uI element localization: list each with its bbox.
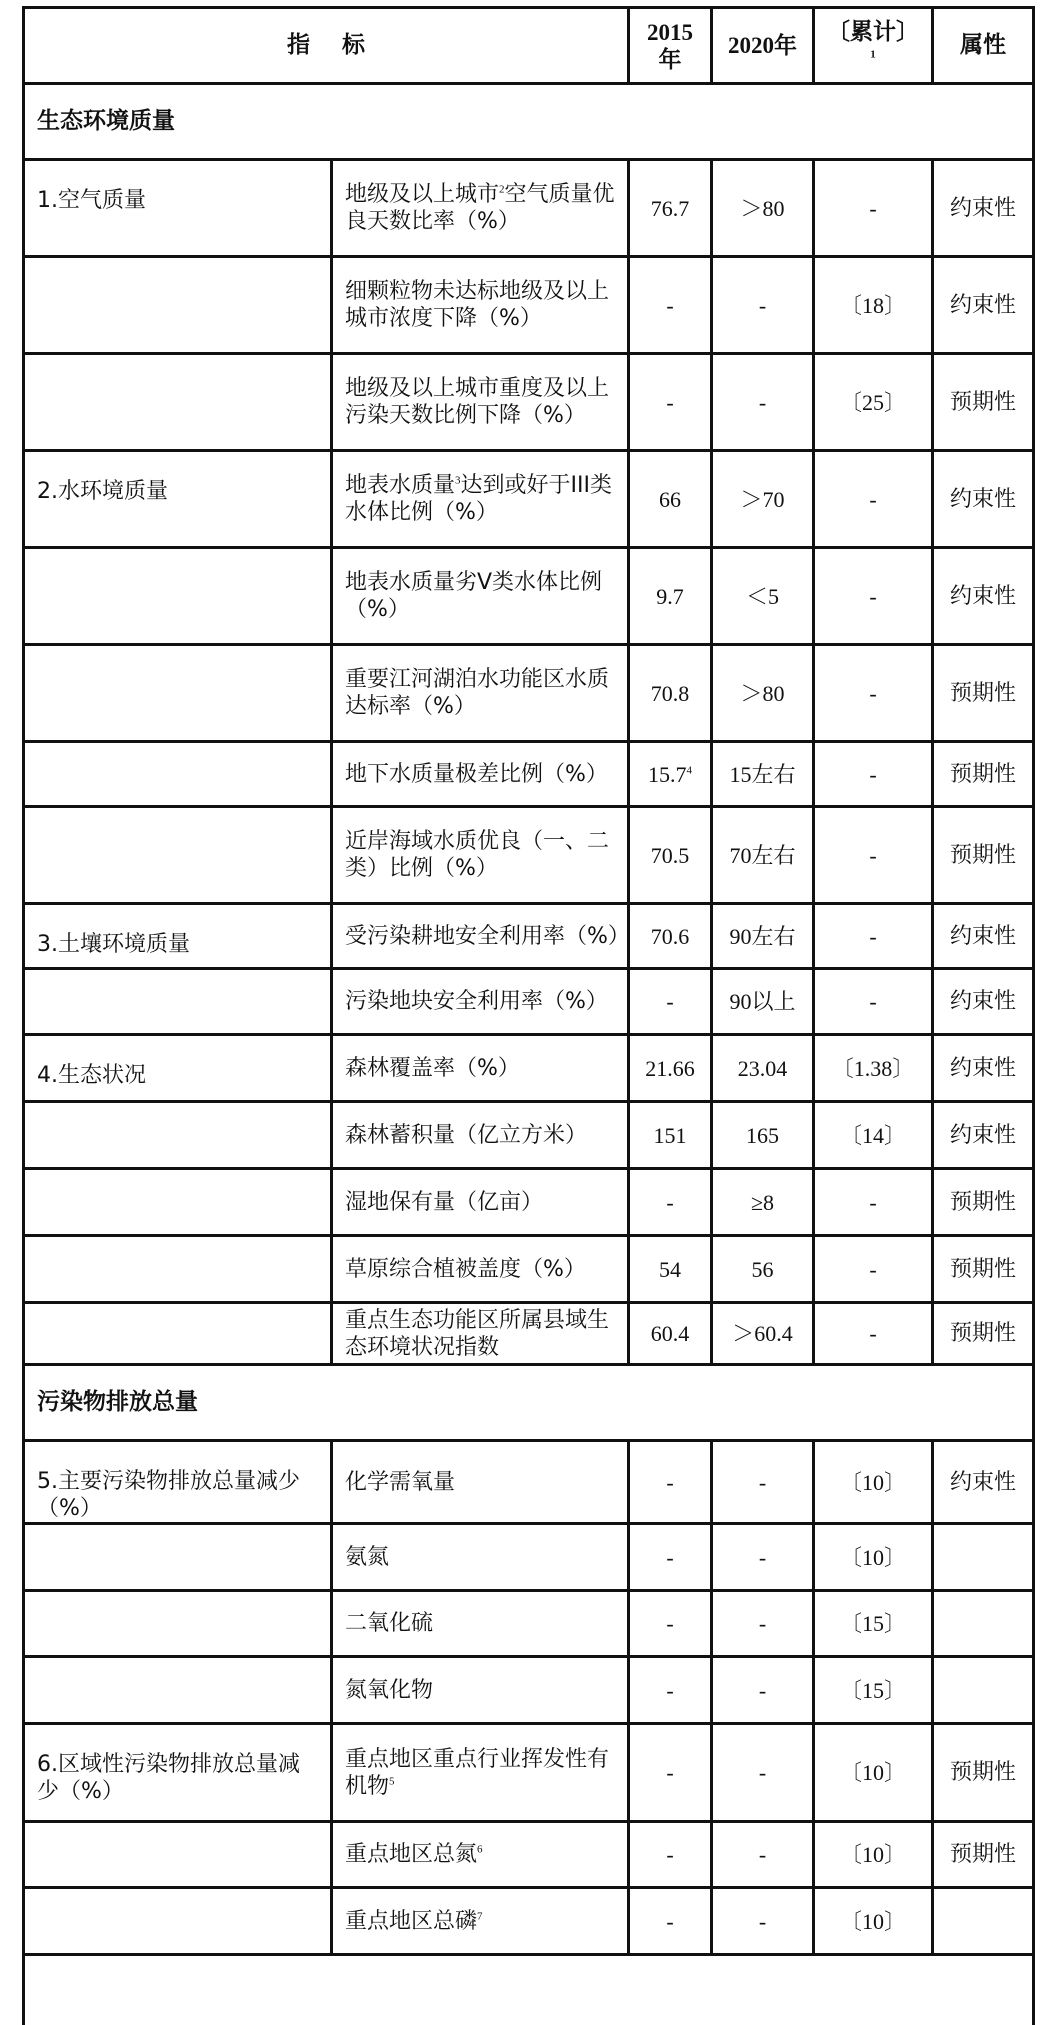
value-cumulative: - bbox=[814, 1169, 933, 1236]
indicator-cell bbox=[332, 1591, 629, 1657]
indicator-text: 近岸海域水质优良（一、二类）比例（%） bbox=[345, 829, 610, 881]
table-row bbox=[24, 807, 1034, 904]
header-indicator: 指 标 bbox=[24, 8, 629, 84]
value-2015 bbox=[629, 1524, 712, 1591]
header-row bbox=[24, 8, 1034, 84]
value-cumulative: - bbox=[814, 807, 933, 904]
value-2015-text: - bbox=[666, 1611, 674, 1636]
value-2015 bbox=[629, 1724, 712, 1822]
indicator-text: 地下水质量极差比例（%） bbox=[345, 761, 608, 787]
table-row bbox=[24, 1822, 1034, 1888]
category-cell bbox=[24, 1169, 332, 1236]
value-2015-text: - bbox=[666, 1469, 674, 1495]
indicator-cell bbox=[332, 1724, 629, 1822]
header-cumulative-label: 〔累计〕 bbox=[827, 18, 919, 45]
table-row bbox=[24, 548, 1034, 645]
indicator-cell bbox=[332, 160, 629, 257]
indicator-text: 湿地保有量（亿亩） bbox=[345, 1189, 544, 1215]
indicator-cell bbox=[332, 1657, 629, 1724]
value-2015-text: 54 bbox=[659, 1256, 681, 1282]
indicator-cell bbox=[332, 451, 629, 548]
indicator-cell bbox=[332, 1236, 629, 1303]
attribute-cell: 预期性 bbox=[933, 742, 1034, 807]
header-2020: 2020年 bbox=[712, 8, 814, 84]
footnote-ref: 4 bbox=[686, 764, 692, 777]
section-title: 污染物排放总量 bbox=[24, 1365, 1034, 1441]
value-2015 bbox=[629, 548, 712, 645]
value-2015 bbox=[629, 354, 712, 451]
value-cumulative: 〔14〕 bbox=[814, 1102, 933, 1169]
value-2020: - bbox=[712, 1441, 814, 1524]
value-2020: - bbox=[712, 257, 814, 354]
value-2015-text: - bbox=[666, 1842, 674, 1867]
value-2020: 165 bbox=[712, 1102, 814, 1169]
value-cumulative: 〔15〕 bbox=[814, 1591, 933, 1657]
category-cell bbox=[24, 1888, 332, 1955]
table-row bbox=[24, 1591, 1034, 1657]
category-cell bbox=[24, 742, 332, 807]
table-row bbox=[24, 1169, 1034, 1236]
indicator-text: 草原综合植被盖度（%） bbox=[345, 1256, 586, 1282]
value-2020: ＞60.4 bbox=[712, 1303, 814, 1365]
value-2015 bbox=[629, 1236, 712, 1303]
value-2020: ＜5 bbox=[712, 548, 814, 645]
value-cumulative: - bbox=[814, 1236, 933, 1303]
section-row bbox=[24, 1955, 1034, 2025]
value-2015 bbox=[629, 160, 712, 257]
indicator-cell bbox=[332, 257, 629, 354]
value-2015 bbox=[629, 257, 712, 354]
indicator-text: 重点地区总氮 bbox=[345, 1842, 478, 1867]
category-cell: 3.土壤环境质量 bbox=[24, 904, 332, 969]
indicator-cell bbox=[332, 969, 629, 1035]
indicator-cell bbox=[332, 548, 629, 645]
table-row bbox=[24, 1657, 1034, 1724]
value-2015-text: 76.7 bbox=[650, 195, 690, 221]
category-cell bbox=[24, 807, 332, 904]
indicator-text: 氮氧化物 bbox=[345, 1677, 434, 1703]
value-2015 bbox=[629, 1888, 712, 1955]
value-2020: 90以上 bbox=[712, 969, 814, 1035]
section-row bbox=[24, 1365, 1034, 1441]
value-2015 bbox=[629, 1822, 712, 1888]
value-2020: 56 bbox=[712, 1236, 814, 1303]
attribute-cell bbox=[933, 1591, 1034, 1657]
attribute-cell: 预期性 bbox=[933, 807, 1034, 904]
value-2020: - bbox=[712, 1591, 814, 1657]
indicator-cell bbox=[332, 1822, 629, 1888]
value-2015-text: - bbox=[666, 389, 674, 415]
value-2015 bbox=[629, 1591, 712, 1657]
value-2020: - bbox=[712, 1524, 814, 1591]
section-title: 生态环境质量 bbox=[24, 84, 1034, 160]
value-2015 bbox=[629, 1657, 712, 1724]
indicator-table bbox=[22, 6, 1035, 2025]
value-cumulative: - bbox=[814, 904, 933, 969]
indicator-text: 受污染耕地安全利用率（%） bbox=[345, 923, 630, 949]
value-cumulative: 〔10〕 bbox=[814, 1441, 933, 1524]
value-cumulative: 〔10〕 bbox=[814, 1888, 933, 1955]
table-row bbox=[24, 1441, 1034, 1524]
attribute-cell: 约束性 bbox=[933, 1102, 1034, 1169]
value-2015-text: - bbox=[666, 292, 674, 318]
value-cumulative: - bbox=[814, 160, 933, 257]
value-2015-text: 66 bbox=[659, 486, 681, 512]
value-2015-text: 60.4 bbox=[650, 1321, 690, 1346]
value-2015-text: - bbox=[666, 1189, 674, 1215]
category-cell bbox=[24, 257, 332, 354]
value-2015-text: 9.7 bbox=[656, 583, 684, 609]
table-row bbox=[24, 1303, 1034, 1365]
category-cell bbox=[24, 1102, 332, 1169]
value-2020: - bbox=[712, 1724, 814, 1822]
indicator-cell bbox=[332, 645, 629, 742]
value-2015-text: - bbox=[666, 1544, 674, 1570]
value-cumulative: 〔1.38〕 bbox=[814, 1035, 933, 1102]
indicator-text: 森林蓄积量（亿立方米） bbox=[345, 1122, 588, 1148]
value-2015 bbox=[629, 807, 712, 904]
category-cell bbox=[24, 1657, 332, 1724]
indicator-cell bbox=[332, 1524, 629, 1591]
value-2020: ＞70 bbox=[712, 451, 814, 548]
indicator-text: 重要江河湖泊水功能区水质达标率（%） bbox=[345, 667, 610, 719]
table-row bbox=[24, 451, 1034, 548]
value-2015-text: 151 bbox=[653, 1122, 687, 1148]
attribute-cell: 预期性 bbox=[933, 1169, 1034, 1236]
value-2015 bbox=[629, 451, 712, 548]
attribute-cell: 约束性 bbox=[933, 548, 1034, 645]
value-2020: - bbox=[712, 354, 814, 451]
category-cell bbox=[24, 969, 332, 1035]
footnote-ref: 6 bbox=[477, 1843, 483, 1856]
table-row bbox=[24, 1035, 1034, 1102]
value-2015-text: 21.66 bbox=[645, 1055, 695, 1081]
attribute-cell: 预期性 bbox=[933, 354, 1034, 451]
indicator-text: 重点生态功能区所属县域生态环境状况指数 bbox=[345, 1307, 610, 1360]
category-cell bbox=[24, 1236, 332, 1303]
category-cell bbox=[24, 1524, 332, 1591]
indicator-cell bbox=[332, 1888, 629, 1955]
footnote-ref: 3 bbox=[455, 474, 461, 487]
footnote-ref: 5 bbox=[389, 1775, 395, 1788]
value-2015 bbox=[629, 645, 712, 742]
attribute-cell: 约束性 bbox=[933, 1441, 1034, 1524]
attribute-cell bbox=[933, 1524, 1034, 1591]
value-2015 bbox=[629, 1102, 712, 1169]
indicator-cell bbox=[332, 1441, 629, 1524]
value-2015 bbox=[629, 1035, 712, 1102]
value-cumulative: 〔18〕 bbox=[814, 257, 933, 354]
table-row bbox=[24, 1102, 1034, 1169]
indicator-cell bbox=[332, 807, 629, 904]
category-cell bbox=[24, 645, 332, 742]
value-cumulative: - bbox=[814, 451, 933, 548]
value-cumulative: 〔10〕 bbox=[814, 1822, 933, 1888]
value-cumulative: - bbox=[814, 548, 933, 645]
category-cell: 6.区域性污染物排放总量减少（%） bbox=[24, 1724, 332, 1822]
value-cumulative: 〔15〕 bbox=[814, 1657, 933, 1724]
indicator-text-tail: 空气质量优良天数比率（%） bbox=[345, 182, 615, 234]
footnote-ref: 2 bbox=[499, 183, 505, 196]
indicator-text: 细颗粒物未达标地级及以上城市浓度下降（%） bbox=[345, 279, 610, 331]
category-cell bbox=[24, 548, 332, 645]
indicator-cell bbox=[332, 1035, 629, 1102]
value-2015 bbox=[629, 742, 712, 807]
attribute-cell: 约束性 bbox=[933, 969, 1034, 1035]
attribute-cell: 约束性 bbox=[933, 904, 1034, 969]
value-2020: 15左右 bbox=[712, 742, 814, 807]
value-cumulative: - bbox=[814, 645, 933, 742]
indicator-text: 地表水质量 bbox=[345, 473, 456, 498]
attribute-cell: 预期性 bbox=[933, 1724, 1034, 1822]
attribute-cell: 预期性 bbox=[933, 1822, 1034, 1888]
indicator-text: 森林覆盖率（%） bbox=[345, 1055, 520, 1081]
value-cumulative: 〔25〕 bbox=[814, 354, 933, 451]
value-2015-text: 70.5 bbox=[650, 842, 690, 868]
header-attribute: 属性 bbox=[933, 8, 1034, 84]
value-2015-text: 70.6 bbox=[650, 923, 690, 949]
indicator-text-tail: 达到或好于III类水体比例（%） bbox=[345, 473, 612, 525]
table-row bbox=[24, 969, 1034, 1035]
value-2020: ≥8 bbox=[712, 1169, 814, 1236]
category-cell: 4.生态状况 bbox=[24, 1035, 332, 1102]
indicator-text: 重点地区重点行业挥发性有机物 bbox=[345, 1746, 610, 1799]
value-cumulative: 〔10〕 bbox=[814, 1524, 933, 1591]
category-cell: 5.主要污染物排放总量减少（%） bbox=[24, 1441, 332, 1524]
value-2015-text: 15.7 bbox=[648, 761, 687, 787]
header-cumulative bbox=[814, 8, 933, 84]
header-2015: 2015年 bbox=[629, 8, 712, 84]
attribute-cell: 预期性 bbox=[933, 1303, 1034, 1365]
value-cumulative: - bbox=[814, 742, 933, 807]
value-2015-text: - bbox=[666, 989, 674, 1014]
value-2020: ＞80 bbox=[712, 645, 814, 742]
table-row bbox=[24, 742, 1034, 807]
value-2020: 90左右 bbox=[712, 904, 814, 969]
indicator-text: 污染地块安全利用率（%） bbox=[345, 989, 608, 1014]
footnote-ref: 7 bbox=[477, 1910, 483, 1923]
indicator-text: 二氧化硫 bbox=[345, 1611, 434, 1636]
category-cell bbox=[24, 1303, 332, 1365]
value-cumulative: - bbox=[814, 969, 933, 1035]
indicator-cell bbox=[332, 904, 629, 969]
attribute-cell: 约束性 bbox=[933, 257, 1034, 354]
indicator-text: 地表水质量劣V类水体比例（%） bbox=[345, 570, 603, 622]
attribute-cell bbox=[933, 1888, 1034, 1955]
indicator-text: 地级及以上城市重度及以上污染天数比例下降（%） bbox=[345, 376, 610, 428]
indicator-text: 地级及以上城市 bbox=[345, 182, 500, 207]
indicator-text: 氨氮 bbox=[345, 1544, 390, 1570]
footnote-ref: 1 bbox=[870, 47, 876, 60]
value-2015-text: - bbox=[666, 1677, 674, 1703]
table-row bbox=[24, 1888, 1034, 1955]
table-row bbox=[24, 1724, 1034, 1822]
table-row bbox=[24, 1524, 1034, 1591]
indicator-text: 化学需氧量 bbox=[345, 1469, 456, 1495]
category-cell: 1.空气质量 bbox=[24, 160, 332, 257]
value-2015 bbox=[629, 1169, 712, 1236]
value-2015 bbox=[629, 969, 712, 1035]
value-2015 bbox=[629, 1441, 712, 1524]
table-row bbox=[24, 904, 1034, 969]
table-row bbox=[24, 160, 1034, 257]
category-cell: 2.水环境质量 bbox=[24, 451, 332, 548]
table-row bbox=[24, 257, 1034, 354]
attribute-cell: 约束性 bbox=[933, 1035, 1034, 1102]
attribute-cell bbox=[933, 1657, 1034, 1724]
section-row bbox=[24, 84, 1034, 160]
indicator-cell bbox=[332, 1169, 629, 1236]
category-cell bbox=[24, 1822, 332, 1888]
value-2020: - bbox=[712, 1657, 814, 1724]
value-2015-text: - bbox=[666, 1908, 674, 1934]
category-cell bbox=[24, 1591, 332, 1657]
table-row bbox=[24, 1236, 1034, 1303]
value-2015 bbox=[629, 904, 712, 969]
table-row bbox=[24, 354, 1034, 451]
section-continued bbox=[24, 1955, 1034, 2025]
value-2020: 23.04 bbox=[712, 1035, 814, 1102]
attribute-cell: 预期性 bbox=[933, 645, 1034, 742]
category-cell bbox=[24, 354, 332, 451]
value-2015 bbox=[629, 1303, 712, 1365]
indicator-cell bbox=[332, 1303, 629, 1365]
value-2020: 70左右 bbox=[712, 807, 814, 904]
value-2015-text: 70.8 bbox=[650, 680, 690, 706]
indicator-cell bbox=[332, 742, 629, 807]
value-2020: - bbox=[712, 1822, 814, 1888]
value-cumulative: - bbox=[814, 1303, 933, 1365]
indicator-cell bbox=[332, 1102, 629, 1169]
attribute-cell: 预期性 bbox=[933, 1236, 1034, 1303]
attribute-cell: 约束性 bbox=[933, 451, 1034, 548]
indicator-text: 重点地区总磷 bbox=[345, 1908, 478, 1934]
indicator-cell bbox=[332, 354, 629, 451]
value-2020: ＞80 bbox=[712, 160, 814, 257]
value-2015-text: - bbox=[666, 1760, 674, 1785]
table-row bbox=[24, 645, 1034, 742]
attribute-cell: 约束性 bbox=[933, 160, 1034, 257]
value-2020: - bbox=[712, 1888, 814, 1955]
value-cumulative: 〔10〕 bbox=[814, 1724, 933, 1822]
